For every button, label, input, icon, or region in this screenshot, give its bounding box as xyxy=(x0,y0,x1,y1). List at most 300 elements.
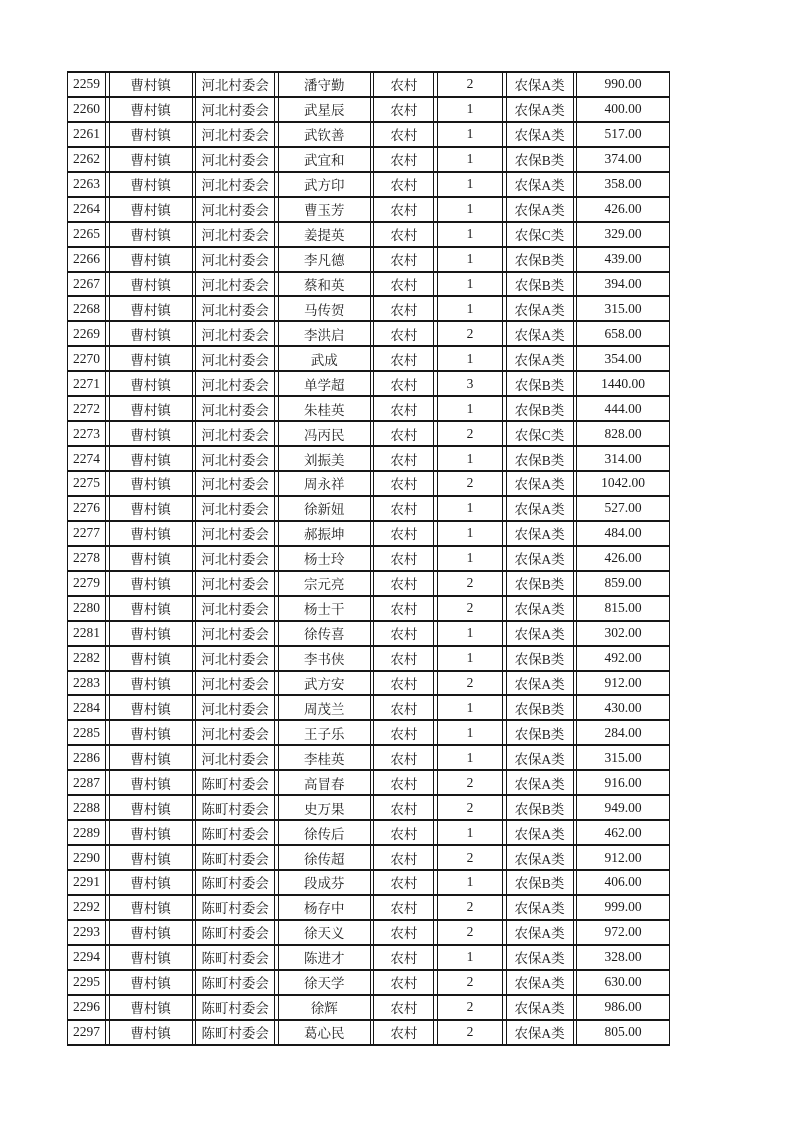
cell-town: 曹村镇 xyxy=(109,447,193,470)
cell-amount: 492.00 xyxy=(576,647,670,670)
cell-insurance-category: 农保A类 xyxy=(506,771,574,794)
cell-amount: 805.00 xyxy=(576,1021,670,1044)
cell-household-type: 农村 xyxy=(373,971,434,994)
table-row xyxy=(67,796,670,821)
cell-person-name: 郝振坤 xyxy=(278,522,371,545)
cell-row-number: 2292 xyxy=(67,896,106,919)
cell-insurance-category: 农保A类 xyxy=(506,821,574,844)
cell-person-count: 1 xyxy=(437,547,503,570)
cell-row-number: 2289 xyxy=(67,821,106,844)
cell-insurance-category: 农保C类 xyxy=(506,223,574,246)
cell-insurance-category: 农保B类 xyxy=(506,372,574,395)
cell-insurance-category: 农保A类 xyxy=(506,123,574,146)
cell-amount: 394.00 xyxy=(576,273,670,296)
cell-town: 曹村镇 xyxy=(109,273,193,296)
cell-town: 曹村镇 xyxy=(109,672,193,695)
cell-row-number: 2287 xyxy=(67,771,106,794)
cell-amount: 358.00 xyxy=(576,173,670,196)
cell-insurance-category: 农保A类 xyxy=(506,547,574,570)
table-row xyxy=(67,123,670,148)
cell-person-count: 3 xyxy=(437,372,503,395)
cell-person-name: 李凡德 xyxy=(278,248,371,271)
cell-amount: 426.00 xyxy=(576,198,670,221)
cell-household-type: 农村 xyxy=(373,98,434,121)
cell-village-committee: 河北村委会 xyxy=(195,497,275,520)
cell-person-name: 李洪启 xyxy=(278,322,371,345)
cell-amount: 314.00 xyxy=(576,447,670,470)
cell-village-committee: 河北村委会 xyxy=(195,746,275,769)
cell-person-name: 徐传喜 xyxy=(278,622,371,645)
cell-insurance-category: 农保A类 xyxy=(506,497,574,520)
cell-town: 曹村镇 xyxy=(109,971,193,994)
cell-village-committee: 河北村委会 xyxy=(195,98,275,121)
cell-village-committee: 陈町村委会 xyxy=(195,821,275,844)
table-row xyxy=(67,746,670,771)
cell-village-committee: 河北村委会 xyxy=(195,472,275,495)
cell-village-committee: 河北村委会 xyxy=(195,647,275,670)
cell-row-number: 2286 xyxy=(67,746,106,769)
cell-amount: 986.00 xyxy=(576,996,670,1019)
cell-household-type: 农村 xyxy=(373,148,434,171)
cell-insurance-category: 农保C类 xyxy=(506,422,574,445)
cell-household-type: 农村 xyxy=(373,497,434,520)
cell-town: 曹村镇 xyxy=(109,322,193,345)
cell-person-count: 2 xyxy=(437,796,503,819)
cell-village-committee: 河北村委会 xyxy=(195,672,275,695)
cell-person-count: 2 xyxy=(437,322,503,345)
cell-row-number: 2288 xyxy=(67,796,106,819)
cell-amount: 374.00 xyxy=(576,148,670,171)
cell-amount: 990.00 xyxy=(576,73,670,96)
cell-person-name: 徐传超 xyxy=(278,846,371,869)
cell-town: 曹村镇 xyxy=(109,846,193,869)
cell-village-committee: 陈町村委会 xyxy=(195,996,275,1019)
cell-person-count: 1 xyxy=(437,173,503,196)
cell-village-committee: 河北村委会 xyxy=(195,248,275,271)
cell-amount: 630.00 xyxy=(576,971,670,994)
cell-person-name: 段成芬 xyxy=(278,871,371,894)
cell-person-count: 2 xyxy=(437,996,503,1019)
cell-person-count: 1 xyxy=(437,647,503,670)
cell-person-name: 史万果 xyxy=(278,796,371,819)
table-row xyxy=(67,248,670,273)
cell-amount: 828.00 xyxy=(576,422,670,445)
table-row xyxy=(67,1021,670,1046)
cell-person-name: 李桂英 xyxy=(278,746,371,769)
cell-household-type: 农村 xyxy=(373,1021,434,1044)
cell-person-count: 1 xyxy=(437,98,503,121)
cell-person-count: 2 xyxy=(437,971,503,994)
cell-person-name: 王子乐 xyxy=(278,721,371,744)
cell-insurance-category: 农保B类 xyxy=(506,871,574,894)
cell-person-name: 武宜和 xyxy=(278,148,371,171)
cell-amount: 315.00 xyxy=(576,297,670,320)
cell-insurance-category: 农保B类 xyxy=(506,572,574,595)
cell-row-number: 2273 xyxy=(67,422,106,445)
cell-village-committee: 陈町村委会 xyxy=(195,896,275,919)
cell-person-name: 徐新妞 xyxy=(278,497,371,520)
cell-household-type: 农村 xyxy=(373,647,434,670)
cell-row-number: 2285 xyxy=(67,721,106,744)
cell-household-type: 农村 xyxy=(373,821,434,844)
cell-village-committee: 陈町村委会 xyxy=(195,921,275,944)
cell-household-type: 农村 xyxy=(373,198,434,221)
cell-row-number: 2266 xyxy=(67,248,106,271)
cell-insurance-category: 农保A类 xyxy=(506,672,574,695)
cell-person-count: 1 xyxy=(437,622,503,645)
cell-person-count: 1 xyxy=(437,946,503,969)
cell-insurance-category: 农保A类 xyxy=(506,297,574,320)
cell-household-type: 农村 xyxy=(373,422,434,445)
cell-village-committee: 河北村委会 xyxy=(195,622,275,645)
cell-row-number: 2293 xyxy=(67,921,106,944)
cell-person-name: 刘振美 xyxy=(278,447,371,470)
cell-person-name: 杨存中 xyxy=(278,896,371,919)
cell-person-name: 潘守勤 xyxy=(278,73,371,96)
cell-row-number: 2275 xyxy=(67,472,106,495)
cell-person-count: 1 xyxy=(437,397,503,420)
cell-town: 曹村镇 xyxy=(109,921,193,944)
cell-town: 曹村镇 xyxy=(109,198,193,221)
cell-amount: 315.00 xyxy=(576,746,670,769)
cell-household-type: 农村 xyxy=(373,672,434,695)
cell-town: 曹村镇 xyxy=(109,597,193,620)
cell-village-committee: 河北村委会 xyxy=(195,223,275,246)
cell-row-number: 2263 xyxy=(67,173,106,196)
cell-town: 曹村镇 xyxy=(109,547,193,570)
cell-person-count: 1 xyxy=(437,871,503,894)
cell-row-number: 2281 xyxy=(67,622,106,645)
cell-person-count: 1 xyxy=(437,273,503,296)
cell-town: 曹村镇 xyxy=(109,622,193,645)
cell-insurance-category: 农保A类 xyxy=(506,322,574,345)
cell-village-committee: 河北村委会 xyxy=(195,198,275,221)
cell-person-count: 2 xyxy=(437,597,503,620)
table-row xyxy=(67,771,670,796)
cell-household-type: 农村 xyxy=(373,297,434,320)
cell-person-count: 1 xyxy=(437,347,503,370)
cell-person-count: 2 xyxy=(437,472,503,495)
cell-person-count: 2 xyxy=(437,921,503,944)
cell-person-count: 1 xyxy=(437,447,503,470)
cell-row-number: 2283 xyxy=(67,672,106,695)
cell-row-number: 2291 xyxy=(67,871,106,894)
cell-town: 曹村镇 xyxy=(109,996,193,1019)
cell-town: 曹村镇 xyxy=(109,647,193,670)
cell-amount: 462.00 xyxy=(576,821,670,844)
cell-row-number: 2272 xyxy=(67,397,106,420)
cell-amount: 916.00 xyxy=(576,771,670,794)
cell-insurance-category: 农保B类 xyxy=(506,721,574,744)
cell-village-committee: 陈町村委会 xyxy=(195,846,275,869)
cell-row-number: 2262 xyxy=(67,148,106,171)
table-row xyxy=(67,347,670,372)
cell-row-number: 2269 xyxy=(67,322,106,345)
cell-person-count: 1 xyxy=(437,198,503,221)
cell-person-count: 1 xyxy=(437,123,503,146)
cell-person-name: 朱桂英 xyxy=(278,397,371,420)
cell-village-committee: 河北村委会 xyxy=(195,148,275,171)
table-row xyxy=(67,472,670,497)
cell-household-type: 农村 xyxy=(373,322,434,345)
table-row xyxy=(67,996,670,1021)
table-row xyxy=(67,73,670,98)
table-row xyxy=(67,198,670,223)
cell-village-committee: 河北村委会 xyxy=(195,597,275,620)
table-row xyxy=(67,946,670,971)
cell-village-committee: 河北村委会 xyxy=(195,273,275,296)
cell-person-count: 1 xyxy=(437,821,503,844)
cell-person-name: 宗元亮 xyxy=(278,572,371,595)
cell-household-type: 农村 xyxy=(373,547,434,570)
cell-amount: 444.00 xyxy=(576,397,670,420)
cell-person-count: 1 xyxy=(437,522,503,545)
cell-insurance-category: 农保B类 xyxy=(506,397,574,420)
table-row xyxy=(67,447,670,472)
cell-village-committee: 河北村委会 xyxy=(195,173,275,196)
cell-town: 曹村镇 xyxy=(109,821,193,844)
cell-row-number: 2279 xyxy=(67,572,106,595)
cell-insurance-category: 农保A类 xyxy=(506,73,574,96)
cell-village-committee: 河北村委会 xyxy=(195,696,275,719)
cell-amount: 354.00 xyxy=(576,347,670,370)
cell-person-name: 徐天学 xyxy=(278,971,371,994)
cell-row-number: 2260 xyxy=(67,98,106,121)
cell-amount: 527.00 xyxy=(576,497,670,520)
cell-person-count: 1 xyxy=(437,696,503,719)
table-row xyxy=(67,547,670,572)
cell-person-name: 单学超 xyxy=(278,372,371,395)
cell-village-committee: 河北村委会 xyxy=(195,422,275,445)
cell-insurance-category: 农保A类 xyxy=(506,622,574,645)
cell-insurance-category: 农保A类 xyxy=(506,173,574,196)
cell-insurance-category: 农保A类 xyxy=(506,198,574,221)
cell-town: 曹村镇 xyxy=(109,572,193,595)
cell-insurance-category: 农保B类 xyxy=(506,148,574,171)
cell-village-committee: 河北村委会 xyxy=(195,372,275,395)
table-row xyxy=(67,821,670,846)
cell-town: 曹村镇 xyxy=(109,871,193,894)
cell-village-committee: 陈町村委会 xyxy=(195,771,275,794)
cell-person-count: 2 xyxy=(437,672,503,695)
cell-person-name: 高冒春 xyxy=(278,771,371,794)
cell-household-type: 农村 xyxy=(373,846,434,869)
cell-village-committee: 河北村委会 xyxy=(195,123,275,146)
cell-row-number: 2280 xyxy=(67,597,106,620)
cell-town: 曹村镇 xyxy=(109,796,193,819)
pension-roster-table xyxy=(67,71,670,1046)
cell-person-name: 周茂兰 xyxy=(278,696,371,719)
cell-household-type: 农村 xyxy=(373,597,434,620)
cell-person-name: 武方安 xyxy=(278,672,371,695)
cell-person-count: 2 xyxy=(437,771,503,794)
cell-insurance-category: 农保B类 xyxy=(506,696,574,719)
cell-village-committee: 河北村委会 xyxy=(195,397,275,420)
cell-town: 曹村镇 xyxy=(109,123,193,146)
cell-amount: 439.00 xyxy=(576,248,670,271)
cell-person-name: 葛心民 xyxy=(278,1021,371,1044)
cell-amount: 859.00 xyxy=(576,572,670,595)
cell-household-type: 农村 xyxy=(373,721,434,744)
table-row xyxy=(67,148,670,173)
cell-person-name: 杨士干 xyxy=(278,597,371,620)
cell-person-count: 2 xyxy=(437,1021,503,1044)
cell-person-name: 周永祥 xyxy=(278,472,371,495)
cell-row-number: 2278 xyxy=(67,547,106,570)
cell-row-number: 2267 xyxy=(67,273,106,296)
cell-town: 曹村镇 xyxy=(109,1021,193,1044)
table-row xyxy=(67,98,670,123)
cell-household-type: 农村 xyxy=(373,397,434,420)
cell-household-type: 农村 xyxy=(373,921,434,944)
table-row xyxy=(67,273,670,298)
cell-village-committee: 陈町村委会 xyxy=(195,1021,275,1044)
cell-insurance-category: 农保B类 xyxy=(506,647,574,670)
cell-amount: 328.00 xyxy=(576,946,670,969)
cell-person-name: 徐辉 xyxy=(278,996,371,1019)
cell-insurance-category: 农保A类 xyxy=(506,1021,574,1044)
cell-person-count: 1 xyxy=(437,223,503,246)
cell-town: 曹村镇 xyxy=(109,771,193,794)
cell-household-type: 农村 xyxy=(373,273,434,296)
cell-amount: 1042.00 xyxy=(576,472,670,495)
cell-amount: 430.00 xyxy=(576,696,670,719)
cell-insurance-category: 农保A类 xyxy=(506,996,574,1019)
cell-household-type: 农村 xyxy=(373,871,434,894)
cell-amount: 999.00 xyxy=(576,896,670,919)
cell-amount: 949.00 xyxy=(576,796,670,819)
cell-insurance-category: 农保A类 xyxy=(506,971,574,994)
table-row xyxy=(67,397,670,422)
cell-household-type: 农村 xyxy=(373,896,434,919)
cell-person-name: 武星辰 xyxy=(278,98,371,121)
cell-row-number: 2265 xyxy=(67,223,106,246)
cell-town: 曹村镇 xyxy=(109,422,193,445)
cell-household-type: 农村 xyxy=(373,946,434,969)
cell-person-name: 杨士玲 xyxy=(278,547,371,570)
cell-household-type: 农村 xyxy=(373,73,434,96)
cell-village-committee: 陈町村委会 xyxy=(195,971,275,994)
cell-row-number: 2290 xyxy=(67,846,106,869)
cell-insurance-category: 农保B类 xyxy=(506,447,574,470)
cell-person-count: 2 xyxy=(437,73,503,96)
table-row xyxy=(67,672,670,697)
cell-village-committee: 河北村委会 xyxy=(195,721,275,744)
cell-town: 曹村镇 xyxy=(109,522,193,545)
cell-town: 曹村镇 xyxy=(109,173,193,196)
cell-town: 曹村镇 xyxy=(109,497,193,520)
cell-village-committee: 陈町村委会 xyxy=(195,946,275,969)
cell-insurance-category: 农保A类 xyxy=(506,846,574,869)
cell-insurance-category: 农保A类 xyxy=(506,98,574,121)
cell-person-name: 武成 xyxy=(278,347,371,370)
cell-town: 曹村镇 xyxy=(109,946,193,969)
cell-person-name: 徐天义 xyxy=(278,921,371,944)
cell-household-type: 农村 xyxy=(373,746,434,769)
cell-row-number: 2268 xyxy=(67,297,106,320)
cell-row-number: 2270 xyxy=(67,347,106,370)
cell-row-number: 2264 xyxy=(67,198,106,221)
cell-amount: 400.00 xyxy=(576,98,670,121)
cell-person-count: 2 xyxy=(437,846,503,869)
cell-town: 曹村镇 xyxy=(109,347,193,370)
table-row xyxy=(67,497,670,522)
cell-row-number: 2274 xyxy=(67,447,106,470)
table-row xyxy=(67,223,670,248)
cell-household-type: 农村 xyxy=(373,696,434,719)
cell-household-type: 农村 xyxy=(373,996,434,1019)
cell-town: 曹村镇 xyxy=(109,223,193,246)
cell-insurance-category: 农保A类 xyxy=(506,896,574,919)
cell-household-type: 农村 xyxy=(373,372,434,395)
cell-town: 曹村镇 xyxy=(109,746,193,769)
cell-person-name: 马传贺 xyxy=(278,297,371,320)
cell-person-name: 姜提英 xyxy=(278,223,371,246)
cell-household-type: 农村 xyxy=(373,622,434,645)
cell-amount: 484.00 xyxy=(576,522,670,545)
cell-amount: 329.00 xyxy=(576,223,670,246)
cell-amount: 815.00 xyxy=(576,597,670,620)
cell-town: 曹村镇 xyxy=(109,248,193,271)
table-row xyxy=(67,696,670,721)
cell-person-count: 1 xyxy=(437,746,503,769)
cell-person-name: 武方印 xyxy=(278,173,371,196)
table-row xyxy=(67,896,670,921)
cell-row-number: 2284 xyxy=(67,696,106,719)
cell-amount: 658.00 xyxy=(576,322,670,345)
cell-amount: 517.00 xyxy=(576,123,670,146)
cell-person-name: 蔡和英 xyxy=(278,273,371,296)
cell-person-name: 陈进才 xyxy=(278,946,371,969)
cell-insurance-category: 农保A类 xyxy=(506,347,574,370)
cell-insurance-category: 农保A类 xyxy=(506,746,574,769)
cell-household-type: 农村 xyxy=(373,447,434,470)
cell-person-name: 徐传后 xyxy=(278,821,371,844)
cell-insurance-category: 农保B类 xyxy=(506,273,574,296)
cell-amount: 426.00 xyxy=(576,547,670,570)
table-row xyxy=(67,597,670,622)
cell-village-committee: 河北村委会 xyxy=(195,297,275,320)
cell-town: 曹村镇 xyxy=(109,696,193,719)
table-row xyxy=(67,846,670,871)
cell-row-number: 2277 xyxy=(67,522,106,545)
table-row xyxy=(67,971,670,996)
cell-amount: 284.00 xyxy=(576,721,670,744)
cell-town: 曹村镇 xyxy=(109,98,193,121)
cell-row-number: 2294 xyxy=(67,946,106,969)
cell-person-count: 2 xyxy=(437,896,503,919)
cell-household-type: 农村 xyxy=(373,223,434,246)
cell-row-number: 2282 xyxy=(67,647,106,670)
cell-town: 曹村镇 xyxy=(109,397,193,420)
cell-household-type: 农村 xyxy=(373,796,434,819)
cell-row-number: 2276 xyxy=(67,497,106,520)
cell-amount: 972.00 xyxy=(576,921,670,944)
cell-household-type: 农村 xyxy=(373,123,434,146)
cell-town: 曹村镇 xyxy=(109,372,193,395)
cell-row-number: 2271 xyxy=(67,372,106,395)
cell-person-count: 2 xyxy=(437,572,503,595)
cell-household-type: 农村 xyxy=(373,173,434,196)
cell-household-type: 农村 xyxy=(373,347,434,370)
table-row xyxy=(67,522,670,547)
cell-row-number: 2296 xyxy=(67,996,106,1019)
cell-town: 曹村镇 xyxy=(109,148,193,171)
cell-person-name: 冯丙民 xyxy=(278,422,371,445)
cell-amount: 1440.00 xyxy=(576,372,670,395)
cell-row-number: 2261 xyxy=(67,123,106,146)
cell-amount: 406.00 xyxy=(576,871,670,894)
